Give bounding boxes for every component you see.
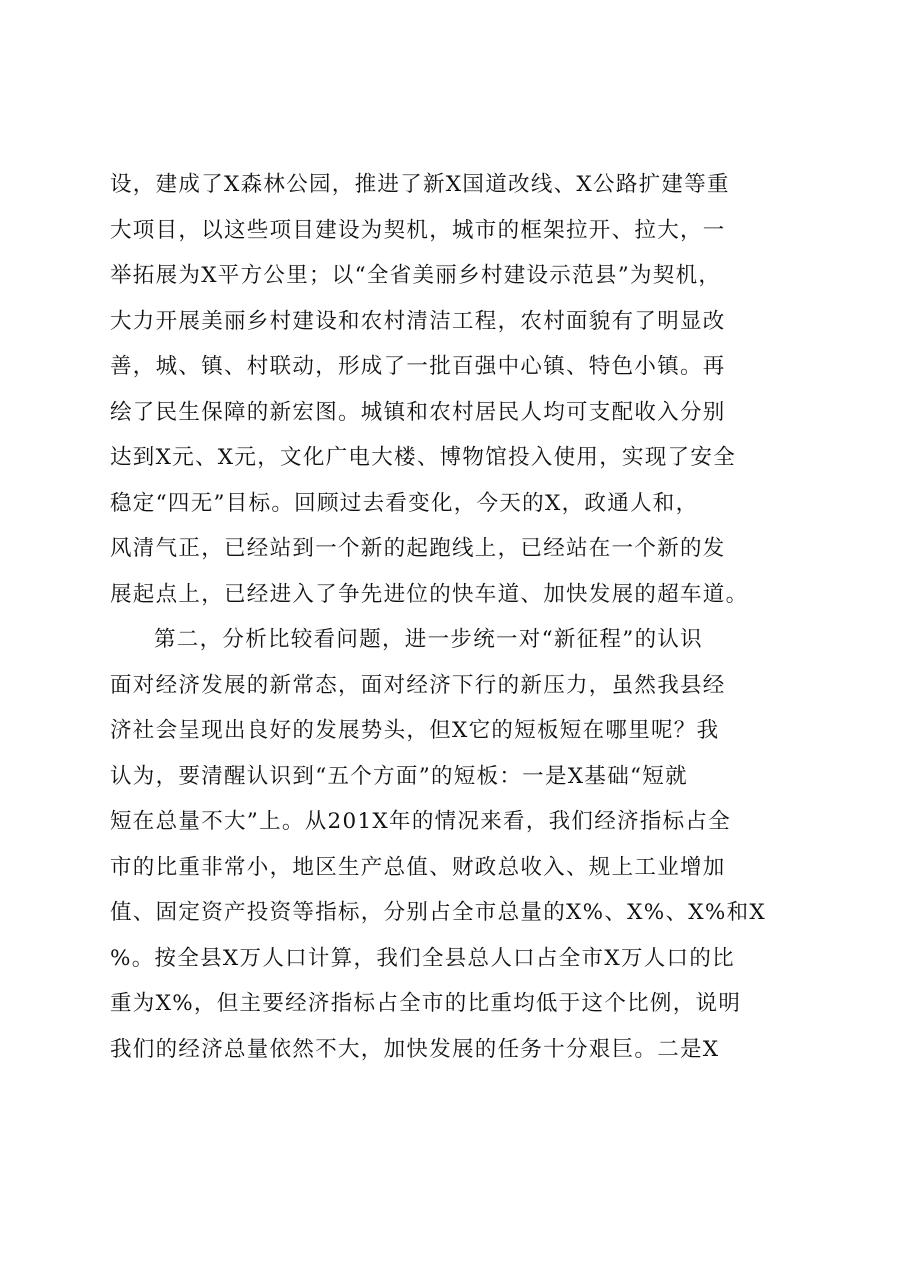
body-text xyxy=(110,162,810,1072)
text-line: %。按全县X万人口计算，我们全县总人口占全市X万人口的比 xyxy=(110,945,735,971)
text-line: 面对经济发展的新常态，面对经济下行的新压力，虽然我县经 xyxy=(110,672,726,698)
text-line: 短在总量不大”上。从201X年的情况来看，我们经济指标占全 xyxy=(110,809,732,834)
text-line: 稳定“四无”目标。回顾过去看变化，今天的X，政通人和， xyxy=(110,490,699,516)
text-line: 设，建成了X森林公园，推进了新X国道改线、X公路扩建等重 xyxy=(110,172,730,197)
text-line: 市的比重非常小，地区生产总值、财政总收入、规上工业增加 xyxy=(110,854,726,880)
text-line: 认为，要清醒认识到“五个方面”的短板：一是X基础“短就 xyxy=(110,763,688,789)
text-line: 大项目，以这些项目建设为契机，城市的框架拉开、拉大，一 xyxy=(110,217,726,243)
text-line: 大力开展美丽乡村建设和农村清洁工程，农村面貌有了明显改 xyxy=(110,308,726,334)
text-line: 风清气正，已经站到一个新的起跑线上，已经站在一个新的发 xyxy=(110,536,726,561)
text-line: 重为X%，但主要经济指标占全市的比重均低于这个比例，说明 xyxy=(110,991,742,1016)
text-line: 举拓展为X平方公里；以“全省美丽乡村建设示范县”为契机， xyxy=(110,263,722,288)
text-line: 济社会呈现出良好的发展势头，但X它的短板短在哪里呢？我 xyxy=(110,718,720,743)
text-line: 绘了民生保障的新宏图。城镇和农村居民人均可支配收入分别 xyxy=(110,399,726,425)
text-line: 我们的经济总量依然不大，加快发展的任务十分艰巨。二是X xyxy=(110,1036,720,1062)
text-line: 善，城、镇、村联动，形成了一批百强中心镇、特色小镇。再 xyxy=(110,354,726,379)
text-line: 达到X元、X元，文化广电大楼、博物馆投入使用，实现了安全 xyxy=(110,445,737,470)
paragraph-heading-line: 第二，分析比较看问题，进一步统一对“新征程”的认识 xyxy=(154,627,703,652)
text-line: 值、固定资产投资等指标，分别占全市总量的X%、X%、X%和X xyxy=(110,900,767,925)
text-line: 展起点上，已经进入了争先进位的快车道、加快发展的超车道。 xyxy=(110,581,749,607)
